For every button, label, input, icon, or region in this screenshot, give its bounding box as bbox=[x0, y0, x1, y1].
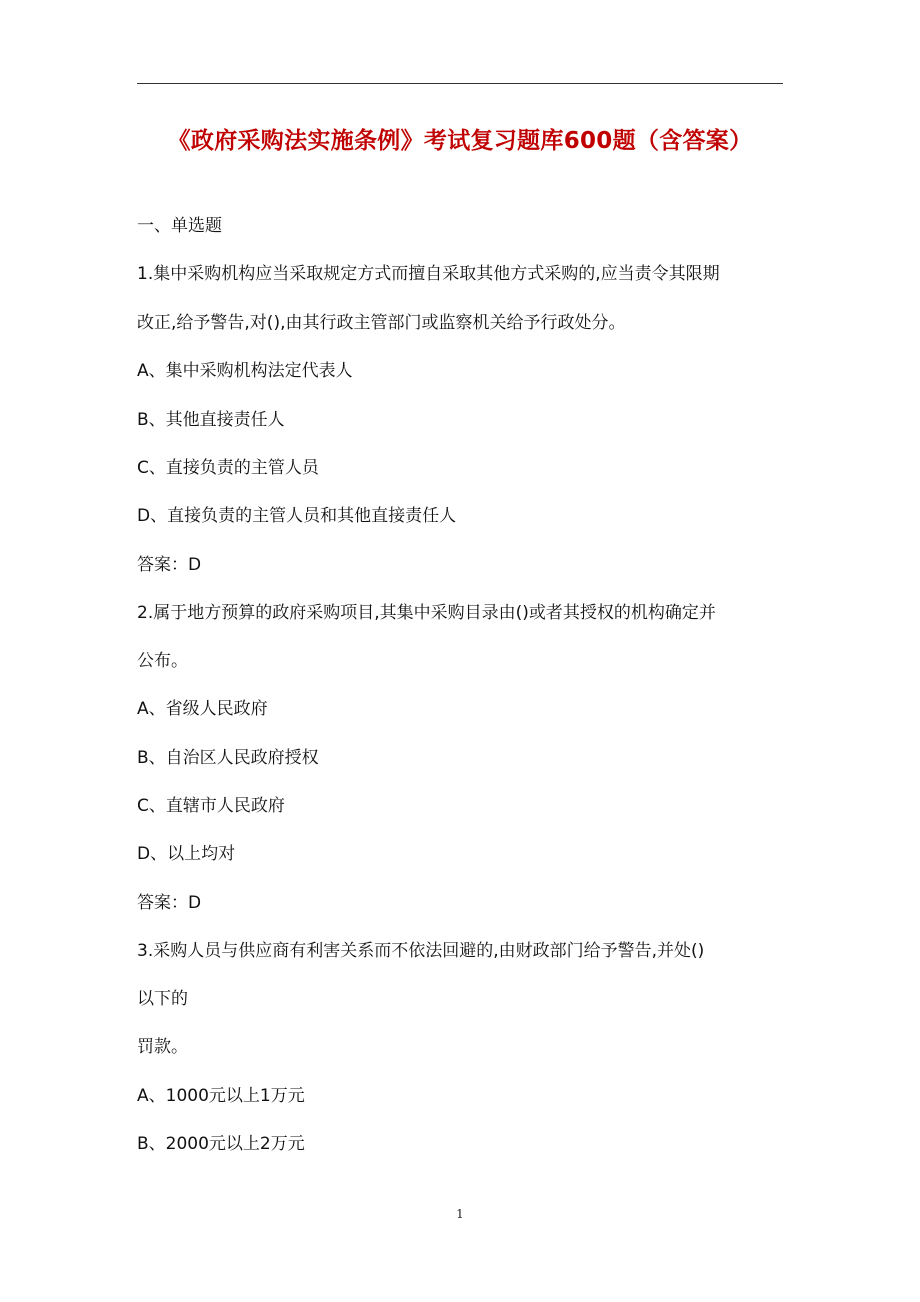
question-1-option-c: C、直接负责的主管人员 bbox=[137, 458, 319, 478]
question-3-text-line-1: 3.采购人员与供应商有利害关系而不依法回避的,由财政部门给予警告,并处() bbox=[137, 941, 705, 961]
question-3-option-b: B、2000元以上2万元 bbox=[137, 1134, 305, 1154]
question-2-option-d: D、以上均对 bbox=[137, 844, 236, 864]
question-2-text-line-2: 公布。 bbox=[137, 651, 188, 671]
header-rule bbox=[137, 83, 783, 84]
question-1-option-a: A、集中采购机构法定代表人 bbox=[137, 361, 353, 381]
question-3-option-a: A、1000元以上1万元 bbox=[137, 1086, 305, 1106]
question-2-text-line-1: 2.属于地方预算的政府采购项目,其集中采购目录由()或者其授权的机构确定并 bbox=[137, 603, 716, 623]
question-2-option-c: C、直辖市人民政府 bbox=[137, 796, 285, 816]
question-2-option-a: A、省级人民政府 bbox=[137, 699, 268, 719]
question-1-text-line-2: 改正,给予警告,对(),由其行政主管部门或监察机关给予行政处分。 bbox=[137, 313, 626, 333]
question-1-text-line-1: 1.集中采购机构应当采取规定方式而擅自采取其他方式采购的,应当责令其限期 bbox=[137, 264, 720, 284]
document-title: 《政府采购法实施条例》考试复习题库600题（含答案） bbox=[167, 128, 753, 154]
question-2-answer: 答案：D bbox=[137, 893, 202, 913]
page-number: 1 bbox=[456, 1207, 464, 1221]
question-3-text-line-3: 罚款。 bbox=[137, 1037, 188, 1057]
question-1-option-b: B、其他直接责任人 bbox=[137, 410, 285, 430]
question-2-option-b: B、自治区人民政府授权 bbox=[137, 748, 319, 768]
question-1-option-d: D、直接负责的主管人员和其他直接责任人 bbox=[137, 506, 457, 526]
question-3-text-line-2: 以下的 bbox=[137, 989, 188, 1009]
question-1-answer: 答案：D bbox=[137, 555, 202, 575]
section-heading: 一、单选题 bbox=[137, 216, 222, 236]
